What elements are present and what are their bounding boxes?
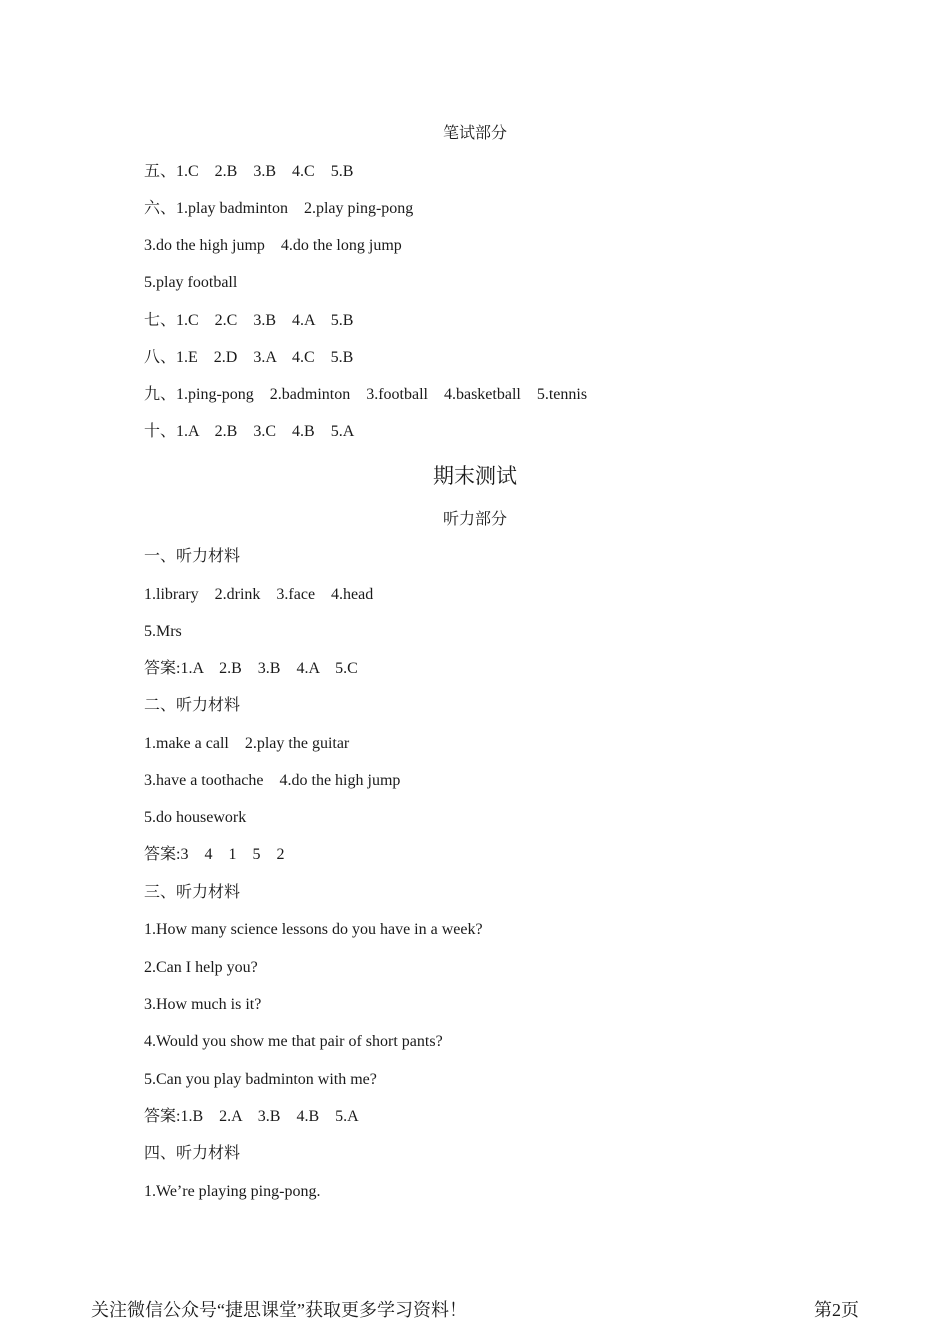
answer-line: 5.Can you play badminton with me? [144,1071,377,1088]
answer-key-line: 答案:1.A 2.B 3.B 4.A 5.C [144,660,358,677]
page-number: 第2页 [814,1300,859,1320]
answer-line: 十、1.A 2.B 3.C 4.B 5.A [144,423,355,440]
answer-line: 九、1.ping-pong 2.badminton 3.football 4.basketball 5.tennis [144,386,588,403]
answer-line: 1.How many science lessons do you have in a week? [144,921,483,938]
answer-line: 5.play football [144,274,238,291]
answer-line: 3.do the high jump 4.do the long jump [144,237,402,254]
answer-line: 七、1.C 2.C 3.B 4.A 5.B [144,312,354,329]
section-label: 一、听力材料 [144,548,241,565]
final-test-title: 期末测试 [433,464,517,488]
answer-line: 3.have a toothache 4.do the high jump [144,772,401,789]
answer-key-line: 答案:3 4 1 5 2 [144,846,285,863]
answer-line: 五、1.C 2.B 3.B 4.C 5.B [144,163,354,180]
written-section-heading: 笔试部分 [442,125,507,142]
answer-line: 5.do housework [144,809,247,826]
answer-line: 1.make a call 2.play the guitar [144,735,350,752]
section-label: 四、听力材料 [144,1145,241,1162]
answer-line: 八、1.E 2.D 3.A 4.C 5.B [144,349,354,366]
answer-line: 1.library 2.drink 3.face 4.head [144,586,374,603]
section-label: 二、听力材料 [144,697,241,714]
answer-line: 1.We’re playing ping-pong. [144,1183,321,1200]
footer-promo-text: 关注微信公众号“捷思课堂”获取更多学习资料！ [91,1300,467,1320]
answer-line: 3.How much is it? [144,996,262,1013]
listening-section-heading: 听力部分 [442,511,507,528]
answer-line: 4.Would you show me that pair of short pants? [144,1033,443,1050]
answer-line: 六、1.play badminton 2.play ping-pong [144,200,414,217]
answer-line: 5.Mrs [144,623,182,640]
answer-line: 2.Can I help you? [144,959,258,976]
section-label: 三、听力材料 [144,884,241,901]
answer-key-line: 答案:1.B 2.A 3.B 4.B 5.A [144,1108,359,1125]
